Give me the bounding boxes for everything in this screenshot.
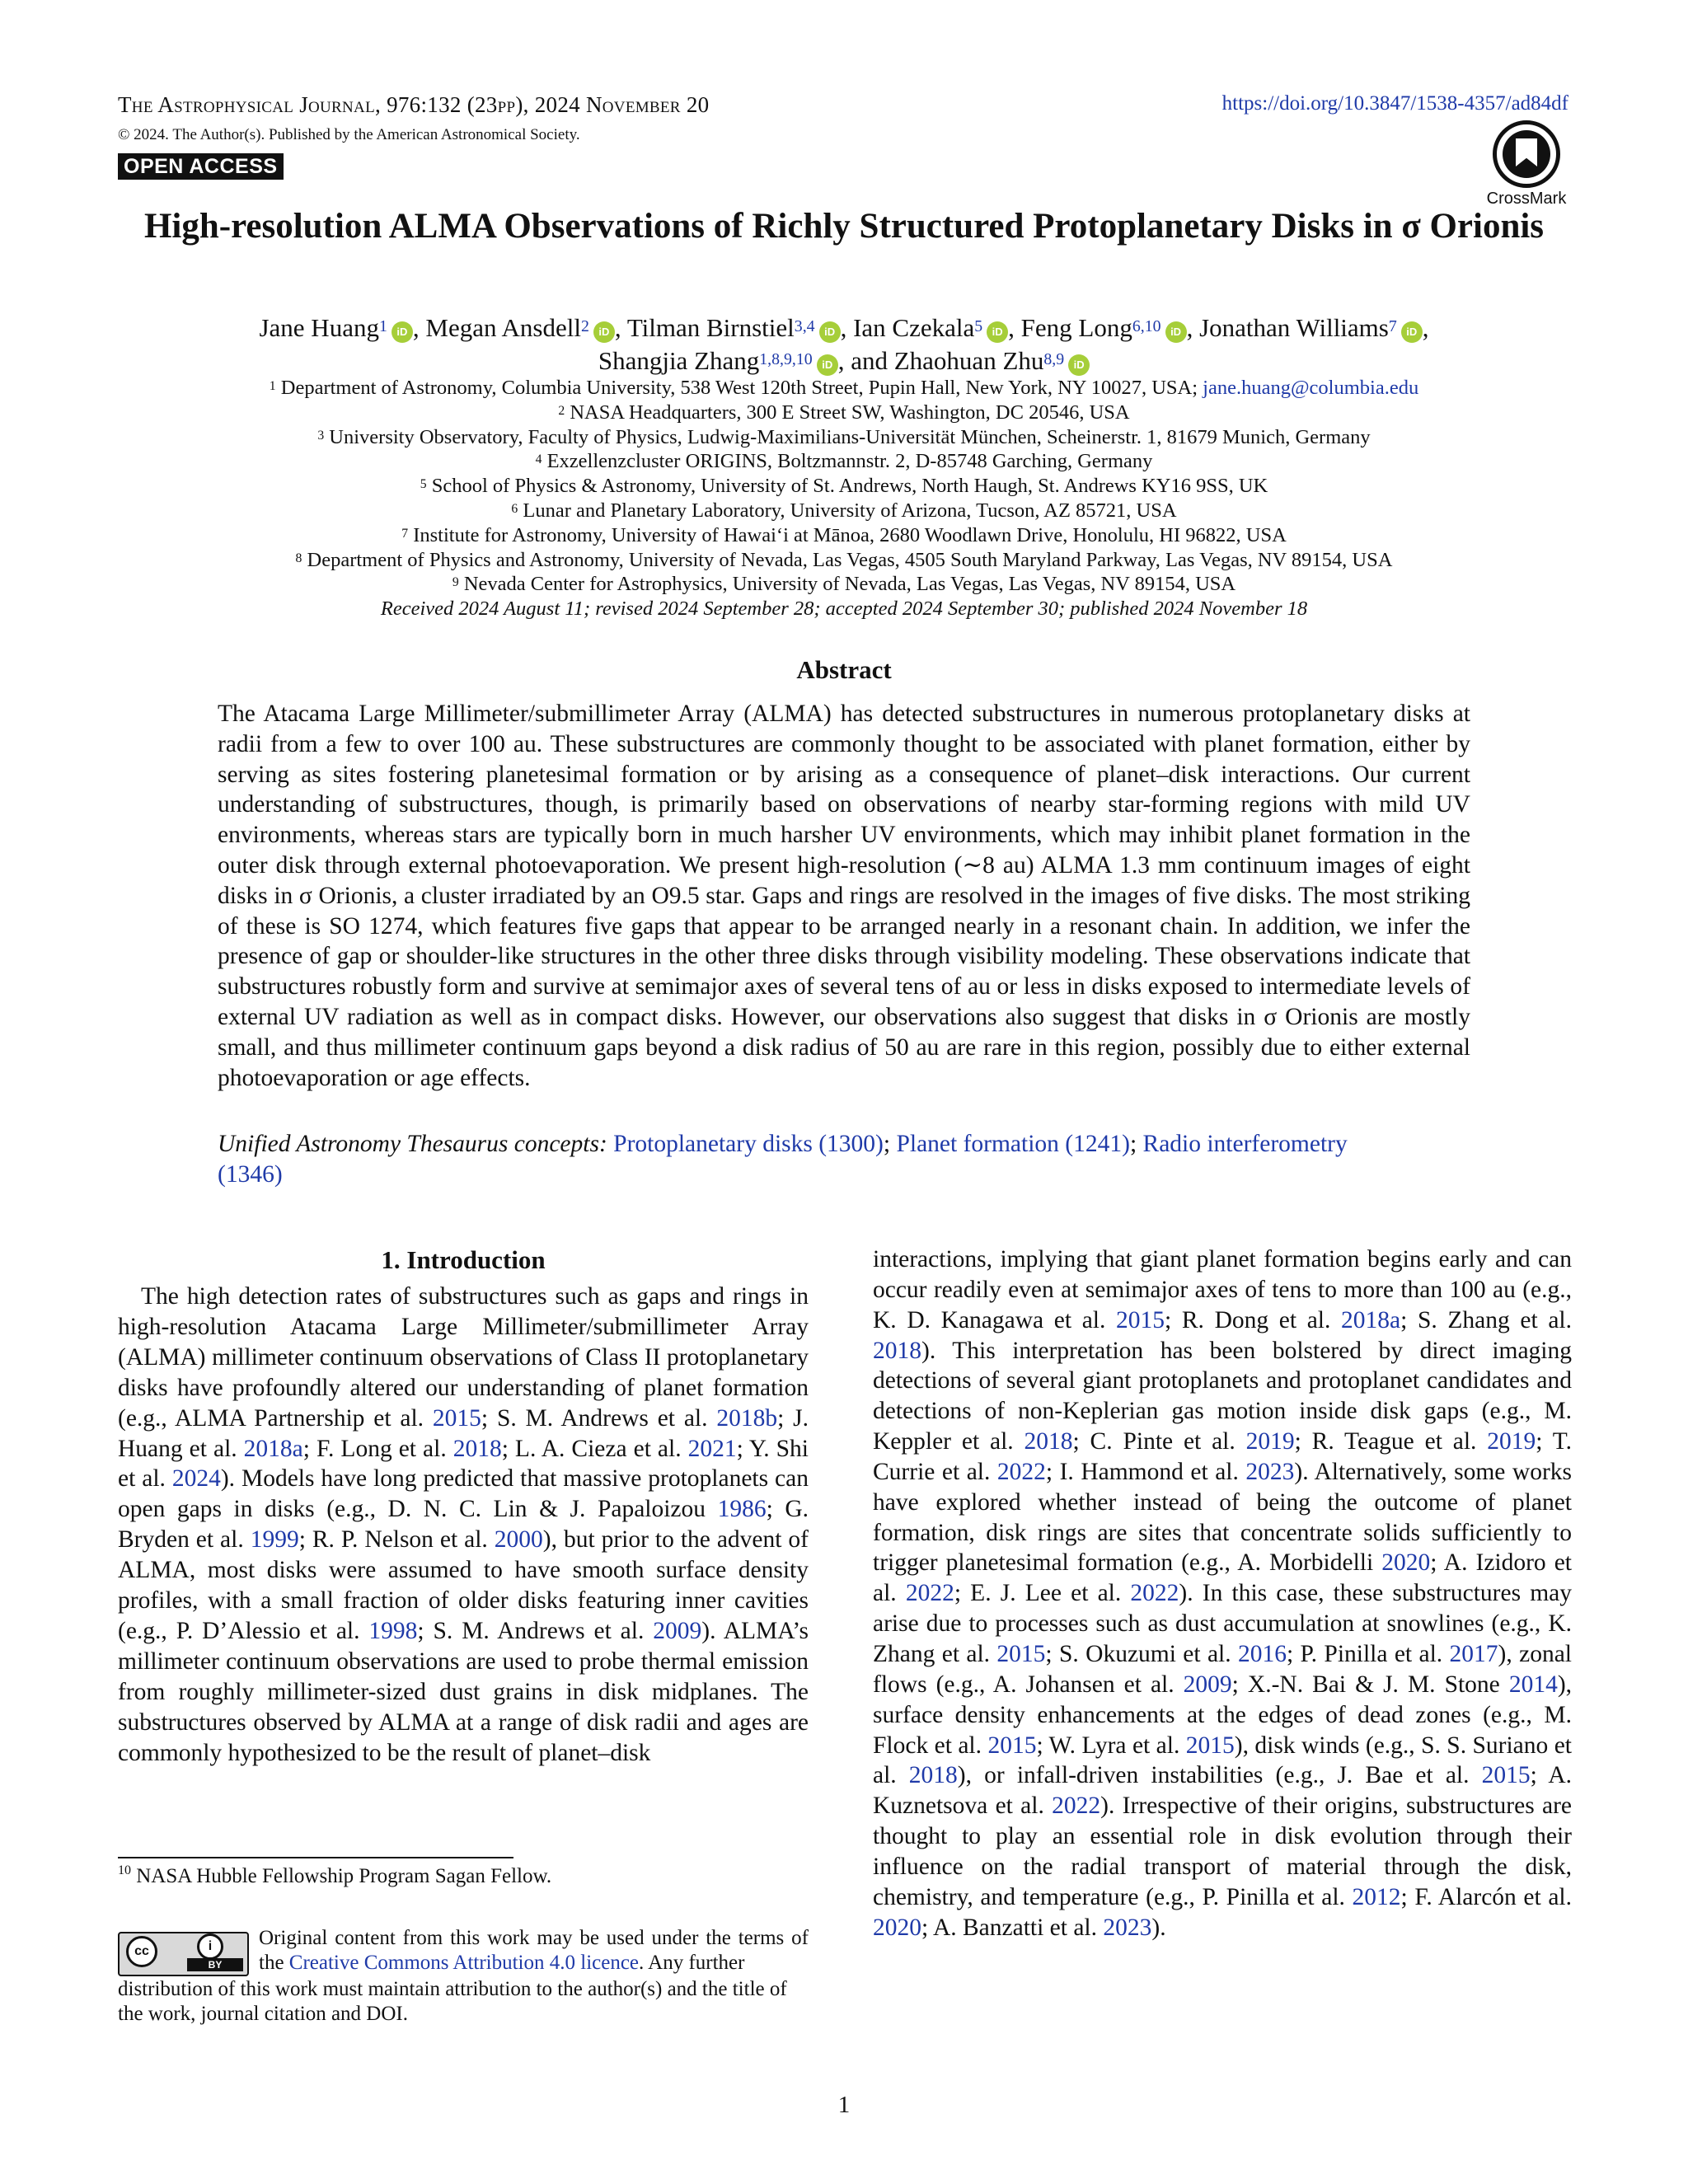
affiliation-text: School of Physics & Astronomy, University of St. Andrews, North Haugh, St. Andrews KY16 9SS, UK (426, 475, 1268, 498)
author-name: Megan Ansdell (425, 313, 581, 342)
author-separator: , (840, 313, 854, 342)
affiliation-number: 6 (511, 501, 518, 516)
body-text: The high detection rates of substructures such as gaps and rings in high-resolution Atacama Large Millimeter/submillimeter Array (ALMA) millimeter continuum observations of Class II protoplanetary disks have profoundly altered our understanding of planet formation (e.g., ALMA Partnership et al. (118, 1283, 809, 1432)
affiliation-text: Nevada Center for Astrophysics, University of Nevada, Las Vegas, Las Vegas, NV 89154, USA (458, 573, 1236, 596)
author-name: Feng Long (1020, 313, 1132, 342)
citation-link[interactable]: 2015 (1185, 1732, 1235, 1759)
body-text: ; P. Pinilla et al. (1286, 1640, 1450, 1667)
affiliation-line (82, 548, 1606, 573)
body-text: ; A. Kuznetsova et al. (873, 1762, 1572, 1820)
body-text: ). In this case, these substructures may arise due to processes such as dust accumulation at snowlines (e.g., K. Zhang et al. (873, 1580, 1572, 1667)
affiliation-number: 9 (452, 575, 459, 590)
body-text: ; R. Teague et al. (1294, 1428, 1488, 1455)
citation-link[interactable]: 2020 (873, 1914, 921, 1941)
citation-link[interactable]: 2018b (716, 1404, 778, 1432)
body-text: ; I. Hammond et al. (1045, 1458, 1246, 1485)
author-separator: , (614, 313, 627, 342)
body-text: ; T. Currie et al. (873, 1428, 1572, 1485)
body-text: ). Alternatively, some works have explored whether instead of being the outcome of planet formation, disk rings are sites that concentrate solids sufficiently to trigger planetesimal formation (e.g., A. Morbidelli (873, 1458, 1573, 1577)
affiliation-text: Department of Astronomy, Columbia University, 538 West 120th Street, Pupin Hall, New York, NY 10027, USA; (275, 377, 1203, 399)
by-label: BY (187, 1958, 243, 1971)
affiliations (82, 376, 1606, 621)
citation-link[interactable]: 2020 (1381, 1549, 1431, 1577)
crossmark-label: CrossMark (1486, 190, 1567, 208)
affiliation-line (82, 376, 1606, 401)
citation-link[interactable]: 2022 (905, 1580, 954, 1607)
affiliation-text: Department of Physics and Astronomy, University of Nevada, Las Vegas, 4505 South Maryland Parkway, Las Vegas, NV 89154, USA (302, 548, 1393, 571)
affiliation-text: Exzellenzcluster ORIGINS, Boltzmannstr. 2, D-85748 Garching, Germany (542, 450, 1153, 473)
author-name: Jane Huang (259, 313, 379, 342)
body-text: ; L. A. Cieza et al. (501, 1435, 688, 1462)
footnote (118, 1865, 551, 1888)
affiliation-text: Institute for Astronomy, University of Hawai‘i at Mānoa, 2680 Woodlawn Drive, Honolulu, HI 96822, USA (408, 523, 1287, 546)
citation-link[interactable]: 2018a (243, 1435, 303, 1462)
body-text: ; A. Izidoro et al. (873, 1549, 1572, 1607)
author-affiliation-sup[interactable]: 1,8,9,10 (759, 350, 813, 368)
orcid-icon[interactable]: iD (1068, 354, 1090, 376)
author-name: Zhaohuan Zhu (893, 346, 1044, 375)
citation-link[interactable]: 2015 (987, 1732, 1037, 1759)
citation-link[interactable]: 2015 (1116, 1306, 1165, 1333)
body-text: ; S. M. Andrews et al. (417, 1617, 654, 1644)
body-text: ). Models have long predicted that massive protoplanets can open gaps in disks (e.g., D. N. C. Lin & J. Papaloizou (118, 1465, 809, 1523)
body-text: ; R. P. Nelson et al. (298, 1526, 495, 1554)
body-column-right (873, 1244, 1572, 1943)
body-text: ; C. Pinte et al. (1072, 1428, 1246, 1455)
affiliation-line (82, 499, 1606, 523)
author-separator: , and (837, 346, 894, 375)
license-text-first (259, 1926, 809, 1975)
affiliation-text: University Observatory, Faculty of Physics, Ludwig-Maximilians-Universität München, Scheinerstr. 1, 81679 Munich, Germany (324, 425, 1371, 448)
affiliation-line (82, 572, 1606, 597)
body-text: ), but prior to the advent of ALMA, most disks were assumed to have smooth surface density profiles, with a small fraction of older disks featuring inner cavities (e.g., P. D’Alessio et al. (118, 1526, 809, 1644)
citation-link[interactable]: 2018 (908, 1762, 958, 1789)
citation-link[interactable]: 2015 (432, 1404, 481, 1432)
body-text: ). ALMA’s millimeter continuum observations are used to probe thermal emission from roughly millimeter-sized dust grains in disk midplanes. The substructures observed by ALMA at a range of disk radii and ages are commonly hypothesized to be the result of planet–disk (118, 1617, 809, 1766)
body-text: ; G. Bryden et al. (118, 1496, 809, 1554)
uat-concept-link[interactable]: Radio interferometry (1346) (218, 1131, 1348, 1188)
citation-link[interactable]: 2017 (1449, 1640, 1498, 1667)
affiliation-number: 1 (269, 379, 276, 393)
body-text: ), zonal flows (e.g., A. Johansen et al. (873, 1640, 1572, 1698)
citation-link[interactable]: 2009 (1183, 1671, 1232, 1698)
citation-link[interactable]: 2018 (873, 1337, 921, 1364)
orcid-icon[interactable]: iD (1165, 321, 1187, 343)
citation-link[interactable]: 2012 (1352, 1883, 1401, 1910)
body-text: ; S. Okuzumi et al. (1045, 1640, 1238, 1667)
affiliation-number: 4 (535, 452, 542, 467)
author-affiliation-sup[interactable]: 7 (1388, 317, 1397, 335)
citation-link[interactable]: 2018 (1024, 1428, 1073, 1455)
copyright-line: © 2024. The Author(s). Published by the American Astronomical Society. (118, 126, 580, 143)
received-dates: Received 2024 August 11; revised 2024 September 28; accepted 2024 September 30; published 2024 November 18 (380, 598, 1308, 621)
page-number: 1 (837, 2092, 851, 2118)
body-text: ; A. Banzatti et al. (921, 1914, 1104, 1941)
body-column-left (118, 1282, 809, 1769)
author-affiliation-sup[interactable]: 5 (974, 317, 983, 335)
concept-separator: ; (1129, 1131, 1143, 1157)
citation-link[interactable]: 2015 (1481, 1762, 1531, 1789)
uat-concept-link[interactable]: Protoplanetary disks (1300) (613, 1131, 884, 1157)
affiliation-line (82, 474, 1606, 499)
body-text: ; F. Long et al. (302, 1435, 453, 1462)
author-affiliation-sup[interactable]: 2 (580, 317, 589, 335)
affiliation-line (82, 401, 1606, 425)
author-affiliation-sup[interactable]: 6,10 (1132, 317, 1161, 335)
uat-concepts-label: Unified Astronomy Thesaurus concepts: (218, 1131, 607, 1157)
footnote-rule (118, 1857, 513, 1858)
author-separator: , (1422, 313, 1429, 342)
citation-link[interactable]: 2023 (1245, 1458, 1295, 1485)
body-text: ; S. M. Andrews et al. (481, 1404, 717, 1432)
citation-link[interactable]: 2014 (1508, 1671, 1558, 1698)
affiliation-list (82, 376, 1606, 597)
author-list (82, 312, 1606, 377)
body-text: ). This interpretation has been bolstered by direct imaging detections of several giant protoplanets and protoplanet candidates and detections of non-Keplerian gas motion inside disk gaps (e.g., M. Keppler et al. (873, 1337, 1572, 1455)
citation-link[interactable]: 2000 (494, 1526, 543, 1554)
orcid-icon[interactable]: iD (593, 321, 615, 343)
crossmark-icon[interactable] (1481, 120, 1572, 213)
citation-link[interactable]: 2022 (1130, 1580, 1179, 1607)
license-text-rest: distribution of this work must maintain attribution to the author(s) and the title of the work, journal citation and DOI. (118, 1978, 787, 2025)
body-text: ; J. Huang et al. (118, 1404, 809, 1462)
affiliation-number: 7 (401, 526, 409, 541)
orcid-icon[interactable]: iD (987, 321, 1008, 343)
citation-link[interactable]: 2015 (996, 1640, 1046, 1667)
body-text: ; W. Lyra et al. (1036, 1732, 1186, 1759)
footnote-text: NASA Hubble Fellowship Program Sagan Fellow. (136, 1865, 552, 1887)
affiliation-number: 2 (558, 403, 565, 418)
author-name: Ian Czekala (853, 313, 975, 342)
body-text: ), or infall-driven instabilities (e.g., J. Bae et al. (957, 1762, 1482, 1789)
citation-link[interactable]: 2021 (687, 1435, 737, 1462)
citation-link[interactable]: 2019 (1245, 1428, 1295, 1455)
author-email-link[interactable]: jane.huang@columbia.edu (1203, 377, 1419, 399)
citation-link[interactable]: 2022 (996, 1458, 1046, 1485)
affiliation-text: Lunar and Planetary Laboratory, University of Arizona, Tucson, AZ 85721, USA (518, 499, 1177, 522)
author-name: Shangjia Zhang (598, 346, 760, 375)
license-text-part2: . Any further (639, 1952, 745, 1974)
orcid-icon[interactable]: iD (817, 354, 838, 376)
body-text: interactions, implying that giant planet formation begins early and can occur readily even at semimajor axes of tens to more than 100 au (e.g., K. D. Kanagawa et al. (873, 1246, 1572, 1333)
paper-title: High-resolution ALMA Observations of Richly Structured Protoplanetary Disks in σ Orionis (143, 207, 1545, 246)
affiliation-number: 5 (420, 477, 427, 492)
orcid-icon[interactable]: iD (392, 321, 413, 343)
body-text: ; X.-N. Bai & J. M. Stone (1231, 1671, 1509, 1698)
uat-concepts (218, 1129, 1355, 1190)
footnote-number: 10 (118, 1863, 131, 1877)
body-text: ), surface density enhancements at the edges of dead zones (e.g., M. Flock et al. (873, 1671, 1573, 1759)
concept-separator: ; (883, 1131, 897, 1157)
citation-link[interactable]: 2024 (171, 1465, 221, 1493)
affiliation-line (82, 449, 1606, 474)
cc-icon: cc (126, 1936, 157, 1967)
section-heading-introduction: 1. Introduction (381, 1245, 546, 1274)
citation-link[interactable]: 2019 (1487, 1428, 1536, 1455)
author-affiliation-sup[interactable]: 8,9 (1043, 350, 1065, 368)
citation-link[interactable]: 2022 (1052, 1793, 1101, 1820)
citation-link[interactable]: 2018a (1341, 1306, 1401, 1333)
cc-by-license-badge[interactable] (118, 1932, 247, 1975)
journal-citation (118, 92, 709, 118)
body-text: ; F. Alarcón et al. (1400, 1883, 1572, 1910)
license-link[interactable]: Creative Commons Attribution 4.0 licence (288, 1952, 640, 1974)
citation-link[interactable]: 1986 (717, 1496, 767, 1523)
citation-link[interactable]: 2018 (452, 1435, 502, 1462)
author-affiliation-sup[interactable]: 1 (378, 317, 387, 335)
affiliation-number: 3 (317, 428, 325, 443)
body-text: ; E. J. Lee et al. (954, 1580, 1131, 1607)
body-text: ; R. Dong et al. (1165, 1306, 1342, 1333)
citation-link[interactable]: 2009 (653, 1617, 702, 1644)
author-separator: , (1186, 313, 1200, 342)
author-affiliation-sup[interactable]: 3,4 (794, 317, 815, 335)
uat-concept-link[interactable]: Planet formation (1241) (896, 1131, 1130, 1157)
body-text: ; Y. Shi et al. (118, 1435, 809, 1493)
journal-citation-text: The Astrophysical Journal, 976:132 (23pp), 2024 November 20 (118, 92, 710, 117)
body-text: ), disk winds (e.g., S. S. Suriano et al. (873, 1732, 1572, 1789)
affiliation-line (82, 425, 1606, 450)
body-text: ). Irrespective of their origins, substructures are thought to play an essential role in disk evolution through their influence on the radial transport of material through the disk, chemistry, and temperature (e.g., P. Pinilla et al. (873, 1793, 1572, 1910)
abstract-text: The Atacama Large Millimeter/submillimeter Array (ALMA) has detected substructures in numerous protoplanetary disks at radii from a few to over 100 au. These substructures are commonly thought to be associated with planet formation, either by serving as sites fostering planetesimal formation or by arising as a consequence of planet–disk interactions. Our current understanding of substructures, though, is primarily based on observations of nearby star-forming regions with mild UV environments, whereas stars are typically born in much harsher UV environments, which may inhibit planet formation in the outer disk through external photoevaporation. We present high-resolution (∼8 au) ALMA 1.3 mm continuum images of eight disks in σ Orionis, a cluster irradiated by an O9.5 star. Gaps and rings are resolved in the images of five disks. The most striking of these is SO 1274, which features five gaps that appear to be arranged nearly in a resonant chain. In addition, we infer the presence of gap or shoulder-like structures in the other three disks through visibility modeling. These observations indicate that substructures robustly form and survive at semimajor axes of several tens of au or less in disks exposed to intermediate levels of external UV radiation as well as in compact disks. However, our observations also suggest that disks in σ Orionis are mostly small, and thus millimeter continuum gaps beyond a disk radius of 50 au are rare in this region, possibly due to either external photoevaporation or age effects. (218, 701, 1470, 1091)
open-access-badge: OPEN ACCESS (118, 153, 284, 180)
body-text: ; S. Zhang et al. (1400, 1306, 1573, 1333)
affiliation-line (82, 523, 1606, 548)
license-text-part1: Original content from this work may be used under the terms of the (259, 1927, 809, 1974)
orcid-icon[interactable]: iD (1401, 321, 1423, 343)
body-text: ). (1151, 1914, 1166, 1941)
author-name: Tilman Birnstiel (626, 313, 795, 342)
citation-link[interactable]: 1998 (368, 1617, 418, 1644)
affiliation-text: NASA Headquarters, 300 E Street SW, Washington, DC 20546, USA (565, 401, 1130, 424)
citation-link[interactable]: 2016 (1237, 1640, 1287, 1667)
author-name: Jonathan Williams (1199, 313, 1389, 342)
orcid-icon[interactable]: iD (819, 321, 841, 343)
affiliation-number: 8 (295, 551, 302, 565)
abstract-heading: Abstract (796, 655, 892, 684)
attribution-icon: i (197, 1933, 223, 1960)
author-separator: , (1008, 313, 1021, 342)
citation-link[interactable]: 1999 (250, 1526, 299, 1554)
author-separator: , (412, 313, 426, 342)
citation-link[interactable]: 2023 (1103, 1914, 1152, 1941)
doi-link[interactable]: https://doi.org/10.3847/1538-4357/ad84df (1221, 92, 1568, 115)
